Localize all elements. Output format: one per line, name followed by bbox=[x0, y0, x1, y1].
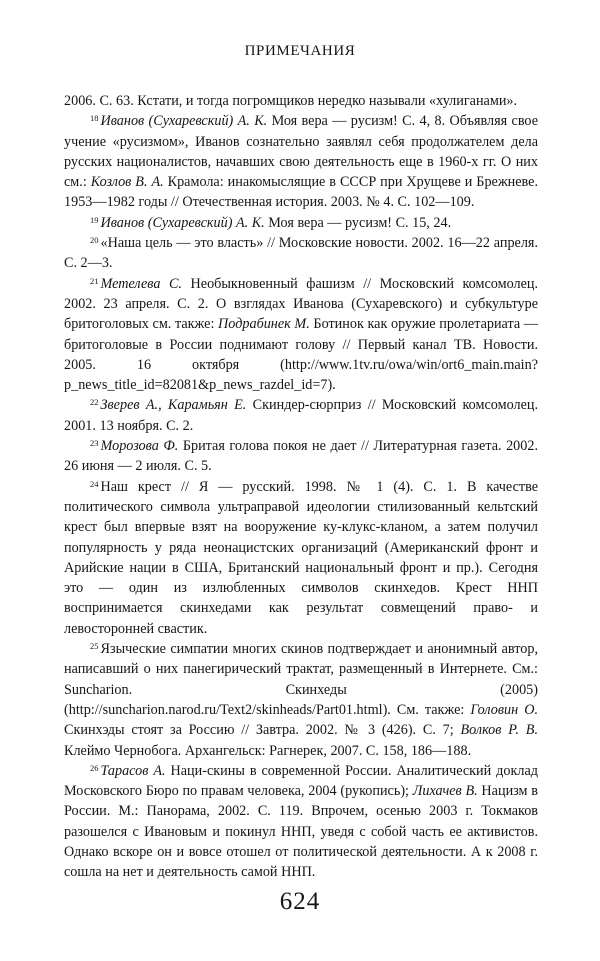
note-text: Языческие симпатии многих скинов подтверждает и анонимный автор, написавший о них панегирический трактат, размещенный в Интернете. См.: Suncharion. Скинхеды (2005) (http://suncharion.narod.ru/Text2/skinheads/Part01.html). См. также: bbox=[64, 641, 538, 718]
note-21 bbox=[64, 274, 538, 396]
note-text: Крамола: инакомыслящие в СССР при Хрущеве и Брежневе. 1953—1982 годы // Отечественная история. 2003. № 4. С. 102—109. bbox=[64, 174, 538, 211]
note-25 bbox=[64, 639, 538, 761]
note-text: Необыкновенный фашизм // Московский комсомолец. 2002. 23 апреля. С. 2. О взглядах Иванова (Сухаревского) и субкультуре бритоголовых см. также: bbox=[64, 275, 539, 333]
note-text: «Наша цель — это власть» // Московские новости. 2002. 16—22 апреля. С. 2—3. bbox=[64, 235, 538, 272]
author-name: Волков Р. В. bbox=[460, 722, 538, 739]
note-number: 24 bbox=[90, 478, 99, 489]
note-number: 25 bbox=[90, 641, 99, 652]
note-number: 19 bbox=[90, 214, 99, 225]
note-24 bbox=[64, 477, 538, 639]
author-name: Подрабинек М. bbox=[218, 316, 310, 333]
note-text: Клеймо Чернобога. Архангельск: Рагнерек, 2007. С. 158, 186—188. bbox=[64, 742, 472, 759]
note-number: 20 bbox=[90, 235, 99, 246]
note-number: 18 bbox=[90, 113, 99, 124]
author-name: Козлов В. А. bbox=[90, 174, 164, 191]
note-text: Бритая голова покоя не дает // Литературная газета. 2002. 26 июня — 2 июля. С. 5. bbox=[64, 438, 539, 475]
note-text: Скиндер-сюрприз // Московский комсомолец. 2001. 13 ноября. С. 2. bbox=[64, 397, 539, 434]
author-name: Метелева С. bbox=[100, 275, 182, 292]
notes-body bbox=[64, 91, 538, 883]
author-name: Головин О. bbox=[470, 701, 538, 718]
author-name: Зверев А., Карамьян Е. bbox=[100, 397, 247, 414]
note-text: Ботинок как оружие пролетариата — бритоголовые в России поднимают голову // Первый канал ТВ. Новости. 2005. 16 октября (http://www.1tv.ru/owa/win/ort6_main.main?p_news_title_id=82081&p_news_razdel_id=7). bbox=[64, 316, 538, 394]
note-continuation bbox=[64, 91, 538, 111]
author-name: Морозова Ф. bbox=[100, 438, 179, 455]
note-26 bbox=[64, 761, 538, 883]
note-number: 21 bbox=[90, 275, 99, 286]
note-number: 22 bbox=[90, 397, 99, 408]
page-number: 624 bbox=[279, 888, 321, 915]
note-19 bbox=[64, 213, 538, 233]
author-name: Лихачев В. bbox=[412, 783, 478, 800]
note-number: 23 bbox=[90, 438, 99, 449]
note-text: Нацизм в России. М.: Панорама, 2002. С. 119. Впрочем, осенью 2003 г. Токмаков разошелся с Ивановым и покинул ННП, уведя с собой часть ее активистов. Однако вскоре он и вовсе отошел от политической деятельности. А к 2008 г. сошла на нет и деятельность самой ННП. bbox=[64, 783, 538, 881]
note-number: 26 bbox=[90, 762, 99, 773]
author-name: Тарасов А. bbox=[100, 762, 166, 779]
running-header: ПРИМЕЧАНИЯ bbox=[244, 43, 356, 59]
note-text: Наш крест // Я — русский. 1998. № 1 (4). С. 1. В качестве политического символа ультраправой идеологии стилизованный кельтский крест был впервые взят на вооружение ку-клукс-кланом, а затем получил популярность у ряда неонацистских организаций (Американский фронт и Арийские нации в США, Британский национальный фронт и пр.). Сегодня это — один из излюбленных символов скинхедов. Крест ННП воспринимается скинхедами как результат совмещений право- и левосторонней свастик. bbox=[64, 478, 538, 637]
author-name: Иванов (Сухаревский) А. К. bbox=[100, 113, 268, 130]
note-text: 2006. С. 63. Кстати, и тогда погромщиков нередко называли «хулиганами». bbox=[64, 93, 518, 109]
note-text: Скинхэды стоят за Россию // Завтра. 2002. № 3 (426). С. 7; bbox=[64, 722, 461, 739]
note-text: Моя вера — русизм! С. 4, 8. Объявляя свое учение «русизмом», Иванов сознательно заявлял себя продолжателем дела русских националистов, начавших свою деятельность еще в 1960-х гг. О них см.: bbox=[64, 113, 538, 191]
note-23 bbox=[64, 436, 538, 477]
note-text: Наци-скины в современной России. Аналитический доклад Московского Бюро по правам человека, 2004 (рукопись); bbox=[64, 762, 538, 800]
note-text: Моя вера — русизм! С. 15, 24. bbox=[264, 214, 452, 231]
note-22 bbox=[64, 395, 538, 436]
note-20 bbox=[64, 233, 538, 274]
note-18 bbox=[64, 111, 538, 212]
author-name: Иванов (Сухаревский) А. К. bbox=[100, 214, 265, 231]
